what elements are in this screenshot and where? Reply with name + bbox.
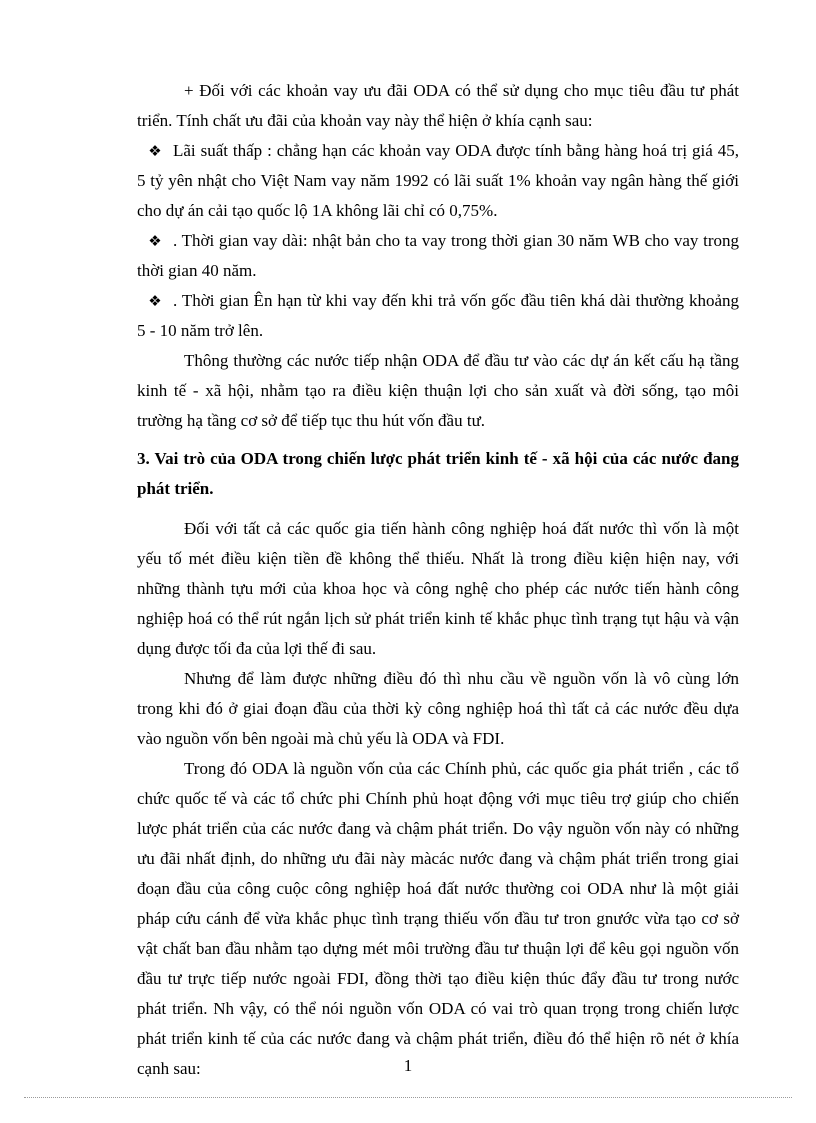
document-body: [137, 76, 739, 1084]
intro-paragraph-2: Thông thường các nước tiếp nhận ODA để đầu tư vào các dự án kết cấu hạ tầng kinh tế - xã hội, nhằm tạo ra điều kiện thuận lợi cho sản xuất và đời sống, tạo môi trường hạ tầng cơ sở để tiếp tục thu hút vốn đầu tư.: [137, 351, 739, 430]
section-paragraph: Trong đó ODA là nguồn vốn của các Chính phủ, các quốc gia phát triển , các tổ chức quốc tế và các tổ chức phi Chính phủ hoạt động với mục tiêu trợ giúp cho chiến lược phát triển của các nước đang và chậm phát triển. Do vậy nguồn vốn này có những ưu đãi nhất định, do những ưu đãi này màcác nước đang và chậm phát triển trong giai đoạn đầu của công cuộc công nghiệp hoá đất nước thường coi ODA như là một giải pháp cứu cánh để vừa khắc phục tình trạng thiếu vốn đầu tư tron gnước vừa tạo cơ sở vật chất ban đầu nhằm tạo dựng mét môi trường đầu tư thuận lợi để kêu gọi nguồn vốn đầu tư trực tiếp nước ngoài FDI, đồng thời tạo điều kiện thúc đẩy đầu tư trong nước phát triển. Nh vậy, có thể nói nguồn vốn ODA có vai trò quan trọng trong chiến lược phát triển kinh tế của các nước đang và chậm phát triển, điều đó thể hiện rõ nét ở khía cạnh sau:: [137, 759, 739, 1078]
bullet-text: Lãi suất thấp : chẳng hạn các khoản vay ODA được tính bằng hàng hoá trị giá 45, 5 tỷ yên nhật cho Việt Nam vay năm 1992 có lãi suất 1% khoản vay ngân hàng thế giới cho dự án cải tạo quốc lộ 1A không lãi chỉ có 0,75%.: [137, 141, 739, 220]
bullet-item-interest: [137, 136, 739, 226]
footer-divider: [24, 1097, 792, 1098]
bullet-text: . Thời gian vay dài: nhật bản cho ta vay trong thời gian 30 năm WB cho vay trong thời gian 40 năm.: [137, 231, 739, 280]
diamond-bullet-icon: ❖: [148, 142, 162, 160]
intro-paragraph: + Đối với các khoản vay ưu đãi ODA có thể sử dụng cho mục tiêu đầu tư phát triển. Tính chất ưu đãi của khoản vay này thể hiện ở khía cạnh sau:: [137, 81, 739, 130]
bullet-item-grace-period: [137, 286, 739, 346]
bullet-text: . Thời gian Ên hạn từ khi vay đến khi trả vốn gốc đầu tiên khá dài thường khoảng 5 - 10 năm trở lên.: [137, 291, 739, 340]
diamond-bullet-icon: ❖: [148, 292, 162, 310]
page-number: 1: [403, 1056, 413, 1075]
section-paragraph: Đối với tất cả các quốc gia tiến hành công nghiệp hoá đất nước thì vốn là một yếu tố mét điều kiện tiền đề không thể thiếu. Nhất là trong điều kiện hiện nay, với những thành tựu mới của khoa học và công nghệ cho phép các nước tiến hành công nghiệp hoá có thể rút ngắn lịch sử phát triển kinh tế khắc phục tình trạng tụt hậu và vận dụng được tối đa của lợi thế đi sau.: [137, 519, 739, 658]
section-heading: 3. Vai trò của ODA trong chiến lược phát triển kinh tế - xã hội của các nước đang phát triển.: [137, 449, 739, 498]
bullet-item-duration: [137, 226, 739, 286]
diamond-bullet-icon: ❖: [148, 232, 162, 250]
section-paragraph: Nhưng để làm được những điều đó thì nhu cầu về nguồn vốn là vô cùng lớn trong khi đó ở giai đoạn đầu của thời kỳ công nghiệp hoá thì tất cả các nước đều dựa vào nguồn vốn bên ngoài mà chủ yếu là ODA và FDI.: [137, 669, 739, 748]
